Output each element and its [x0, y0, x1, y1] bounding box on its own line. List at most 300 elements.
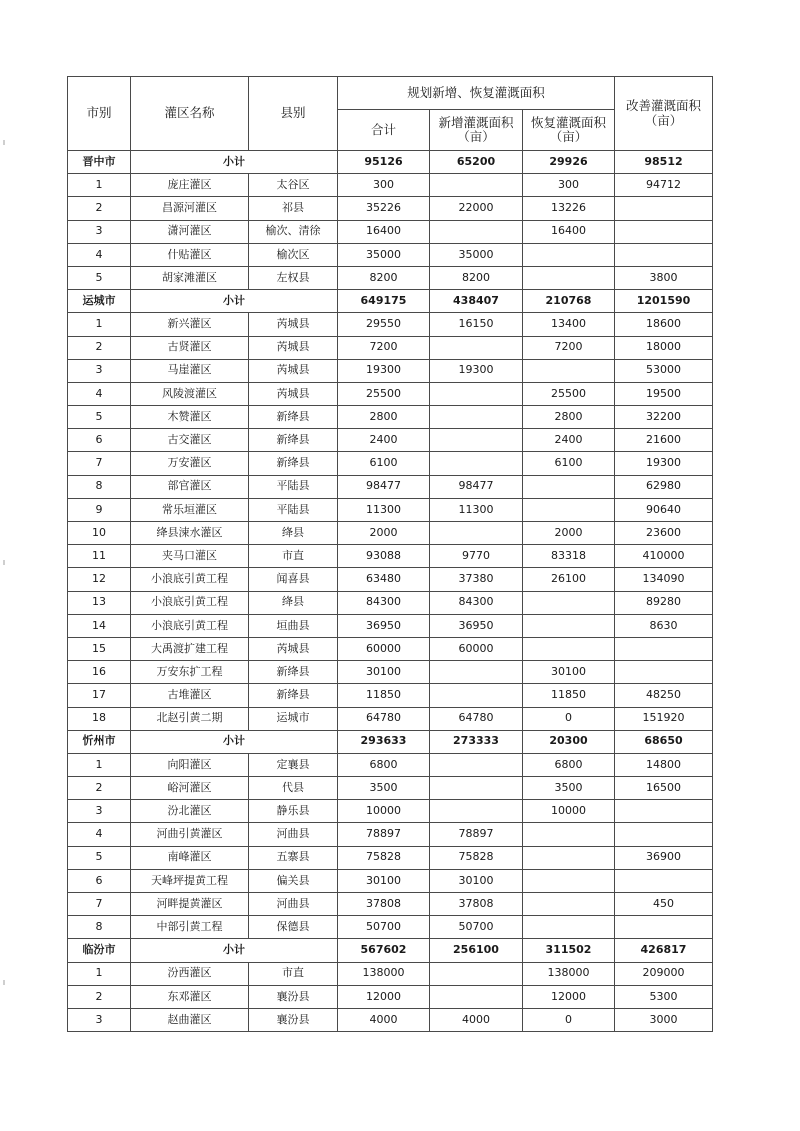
total-cell: 138000: [338, 962, 430, 985]
improve-area-cell: 450: [615, 893, 713, 916]
district-name: 庞庄灌区: [131, 174, 249, 197]
row-number: 15: [68, 637, 131, 660]
restore-area-cell: 7200: [523, 336, 615, 359]
table-row: [68, 568, 713, 591]
improve-area-cell: [615, 220, 713, 243]
row-number: 5: [68, 406, 131, 429]
improve-area-cell: 89280: [615, 591, 713, 614]
new-area-cell: 11300: [430, 498, 523, 521]
restore-area-cell: 3500: [523, 777, 615, 800]
district-name: 大禹渡扩建工程: [131, 637, 249, 660]
table-row: [68, 475, 713, 498]
header-city: 市别: [68, 77, 131, 151]
restore-area-cell: 30100: [523, 661, 615, 684]
table-row: [68, 916, 713, 939]
table-row: [68, 707, 713, 730]
new-area-cell: 98477: [430, 475, 523, 498]
header-improve-area: [615, 77, 713, 151]
restore-area-cell: [523, 591, 615, 614]
subtotal-label: 小计: [131, 151, 338, 174]
row-number: 3: [68, 800, 131, 823]
improve-area-cell: 19300: [615, 452, 713, 475]
improve-area-cell: 94712: [615, 174, 713, 197]
city-cell: 忻州市: [68, 730, 131, 753]
new-area-cell: [430, 429, 523, 452]
county-cell: 代县: [249, 777, 338, 800]
row-number: 1: [68, 313, 131, 336]
district-name: 什贴灌区: [131, 243, 249, 266]
total-cell: 35226: [338, 197, 430, 220]
row-number: 18: [68, 707, 131, 730]
subtotal-row: [68, 151, 713, 174]
restore-area-cell: [523, 243, 615, 266]
header-new-line1: 新增灌溉面积: [438, 114, 514, 130]
improve-area-cell: 1201590: [615, 290, 713, 313]
county-cell: 新绛县: [249, 429, 338, 452]
table-row: [68, 545, 713, 568]
county-cell: 芮城县: [249, 382, 338, 405]
new-area-cell: 78897: [430, 823, 523, 846]
total-cell: 78897: [338, 823, 430, 846]
county-cell: 新绛县: [249, 452, 338, 475]
table-row: [68, 197, 713, 220]
district-name: 万安灌区: [131, 452, 249, 475]
restore-area-cell: [523, 893, 615, 916]
improve-area-cell: 151920: [615, 707, 713, 730]
county-cell: 平陆县: [249, 475, 338, 498]
restore-area-cell: 138000: [523, 962, 615, 985]
table-row: [68, 498, 713, 521]
total-cell: 293633: [338, 730, 430, 753]
improve-area-cell: [615, 197, 713, 220]
improve-area-cell: [615, 916, 713, 939]
new-area-cell: [430, 406, 523, 429]
county-cell: 芮城县: [249, 359, 338, 382]
total-cell: 6800: [338, 753, 430, 776]
improve-area-cell: 134090: [615, 568, 713, 591]
restore-area-cell: [523, 266, 615, 289]
header-group: 规划新增、恢复灌溉面积: [338, 77, 615, 110]
row-number: 8: [68, 475, 131, 498]
restore-area-cell: 210768: [523, 290, 615, 313]
district-name: 万安东扩工程: [131, 661, 249, 684]
new-area-cell: 22000: [430, 197, 523, 220]
table-row: [68, 220, 713, 243]
restore-area-cell: [523, 359, 615, 382]
restore-area-cell: [523, 823, 615, 846]
row-number: 2: [68, 985, 131, 1008]
district-name: 胡家滩灌区: [131, 266, 249, 289]
county-cell: 保德县: [249, 916, 338, 939]
improve-area-cell: [615, 661, 713, 684]
new-area-cell: 60000: [430, 637, 523, 660]
table-row: [68, 1008, 713, 1031]
new-area-cell: [430, 777, 523, 800]
county-cell: 静乐县: [249, 800, 338, 823]
table-row: [68, 452, 713, 475]
total-cell: 19300: [338, 359, 430, 382]
subtotal-row: [68, 939, 713, 962]
table-row: [68, 800, 713, 823]
restore-area-cell: 2400: [523, 429, 615, 452]
district-name: 古交灌区: [131, 429, 249, 452]
district-name: 天峰坪提黄工程: [131, 869, 249, 892]
total-cell: 2000: [338, 522, 430, 545]
header-county: 县别: [249, 77, 338, 151]
total-cell: 300: [338, 174, 430, 197]
total-cell: 84300: [338, 591, 430, 614]
restore-area-cell: 311502: [523, 939, 615, 962]
total-cell: 37808: [338, 893, 430, 916]
improve-area-cell: 8630: [615, 614, 713, 637]
new-area-cell: 438407: [430, 290, 523, 313]
county-cell: 绛县: [249, 522, 338, 545]
improve-area-cell: 3000: [615, 1008, 713, 1031]
new-area-cell: [430, 661, 523, 684]
new-area-cell: [430, 220, 523, 243]
improve-area-cell: 21600: [615, 429, 713, 452]
row-number: 6: [68, 429, 131, 452]
header-improve-line2: （亩）: [644, 112, 683, 128]
row-number: 3: [68, 359, 131, 382]
district-name: 小浪底引黄工程: [131, 591, 249, 614]
new-area-cell: 35000: [430, 243, 523, 266]
improve-area-cell: 209000: [615, 962, 713, 985]
table-row: [68, 661, 713, 684]
county-cell: 襄汾县: [249, 985, 338, 1008]
table-row: [68, 985, 713, 1008]
district-name: 绛县涑水灌区: [131, 522, 249, 545]
total-cell: 7200: [338, 336, 430, 359]
header-new-line2: （亩）: [457, 129, 495, 144]
city-cell: 晋中市: [68, 151, 131, 174]
district-name: 南峰灌区: [131, 846, 249, 869]
table-row: [68, 637, 713, 660]
county-cell: 河曲县: [249, 893, 338, 916]
total-cell: 63480: [338, 568, 430, 591]
restore-area-cell: 6800: [523, 753, 615, 776]
total-cell: 29550: [338, 313, 430, 336]
table-row: [68, 823, 713, 846]
district-name: 小浪底引黄工程: [131, 568, 249, 591]
row-number: 13: [68, 591, 131, 614]
table-header: [68, 77, 713, 151]
restore-area-cell: 0: [523, 1008, 615, 1031]
improve-area-cell: [615, 869, 713, 892]
header-total: 合计: [338, 110, 430, 151]
row-number: 12: [68, 568, 131, 591]
city-cell: 运城市: [68, 290, 131, 313]
table-body: [68, 151, 713, 1032]
improve-area-cell: [615, 823, 713, 846]
table-row: [68, 869, 713, 892]
county-cell: 襄汾县: [249, 1008, 338, 1031]
county-cell: 太谷区: [249, 174, 338, 197]
improve-area-cell: [615, 800, 713, 823]
total-cell: 649175: [338, 290, 430, 313]
district-name: 夹马口灌区: [131, 545, 249, 568]
new-area-cell: [430, 522, 523, 545]
header-restore-area: [523, 110, 615, 151]
table-row: [68, 684, 713, 707]
row-number: 4: [68, 243, 131, 266]
county-cell: 绛县: [249, 591, 338, 614]
county-cell: 运城市: [249, 707, 338, 730]
row-number: 5: [68, 266, 131, 289]
restore-area-cell: 11850: [523, 684, 615, 707]
improve-area-cell: 18000: [615, 336, 713, 359]
improve-area-cell: 48250: [615, 684, 713, 707]
row-number: 2: [68, 336, 131, 359]
total-cell: 30100: [338, 661, 430, 684]
county-cell: 定襄县: [249, 753, 338, 776]
total-cell: 6100: [338, 452, 430, 475]
restore-area-cell: 25500: [523, 382, 615, 405]
new-area-cell: [430, 452, 523, 475]
total-cell: 75828: [338, 846, 430, 869]
row-number: 17: [68, 684, 131, 707]
row-number: 4: [68, 823, 131, 846]
restore-area-cell: [523, 916, 615, 939]
row-number: 3: [68, 1008, 131, 1031]
restore-area-cell: [523, 614, 615, 637]
restore-area-cell: 300: [523, 174, 615, 197]
county-cell: 偏关县: [249, 869, 338, 892]
row-number: 1: [68, 753, 131, 776]
restore-area-cell: 2000: [523, 522, 615, 545]
table-row: [68, 591, 713, 614]
row-number: 8: [68, 916, 131, 939]
table-row: [68, 359, 713, 382]
improve-area-cell: 62980: [615, 475, 713, 498]
scan-mark: [3, 560, 5, 565]
improve-area-cell: 5300: [615, 985, 713, 1008]
total-cell: 50700: [338, 916, 430, 939]
new-area-cell: [430, 174, 523, 197]
subtotal-label: 小计: [131, 939, 338, 962]
row-number: 3: [68, 220, 131, 243]
subtotal-label: 小计: [131, 730, 338, 753]
table-row: [68, 243, 713, 266]
header-improve-line1: 改善灌溉面积: [625, 98, 701, 114]
district-name: 木赞灌区: [131, 406, 249, 429]
new-area-cell: 8200: [430, 266, 523, 289]
subtotal-row: [68, 290, 713, 313]
row-number: 16: [68, 661, 131, 684]
new-area-cell: 273333: [430, 730, 523, 753]
total-cell: 35000: [338, 243, 430, 266]
total-cell: 3500: [338, 777, 430, 800]
new-area-cell: 37808: [430, 893, 523, 916]
total-cell: 12000: [338, 985, 430, 1008]
improve-area-cell: 53000: [615, 359, 713, 382]
district-name: 中部引黄工程: [131, 916, 249, 939]
district-name: 小浪底引黄工程: [131, 614, 249, 637]
row-number: 7: [68, 452, 131, 475]
restore-area-cell: [523, 869, 615, 892]
restore-area-cell: 26100: [523, 568, 615, 591]
new-area-cell: 19300: [430, 359, 523, 382]
new-area-cell: 84300: [430, 591, 523, 614]
county-cell: 闻喜县: [249, 568, 338, 591]
county-cell: 祁县: [249, 197, 338, 220]
table-row: [68, 313, 713, 336]
row-number: 4: [68, 382, 131, 405]
improve-area-cell: 14800: [615, 753, 713, 776]
district-name: 风陵渡灌区: [131, 382, 249, 405]
new-area-cell: 256100: [430, 939, 523, 962]
row-number: 10: [68, 522, 131, 545]
total-cell: 95126: [338, 151, 430, 174]
district-name: 昌源河灌区: [131, 197, 249, 220]
district-name: 北赵引黄二期: [131, 707, 249, 730]
restore-area-cell: 83318: [523, 545, 615, 568]
table-row: [68, 382, 713, 405]
restore-area-cell: 0: [523, 707, 615, 730]
restore-area-cell: 13226: [523, 197, 615, 220]
new-area-cell: 50700: [430, 916, 523, 939]
table-row: [68, 174, 713, 197]
total-cell: 98477: [338, 475, 430, 498]
county-cell: 河曲县: [249, 823, 338, 846]
irrigation-table: [67, 76, 713, 1032]
scan-mark: [3, 140, 5, 145]
total-cell: 16400: [338, 220, 430, 243]
restore-area-cell: [523, 498, 615, 521]
district-name: 古贤灌区: [131, 336, 249, 359]
row-number: 9: [68, 498, 131, 521]
district-name: 汾北灌区: [131, 800, 249, 823]
district-name: 河曲引黄灌区: [131, 823, 249, 846]
new-area-cell: [430, 336, 523, 359]
total-cell: 2800: [338, 406, 430, 429]
total-cell: 60000: [338, 637, 430, 660]
improve-area-cell: 23600: [615, 522, 713, 545]
total-cell: 11850: [338, 684, 430, 707]
district-name: 河畔提黄灌区: [131, 893, 249, 916]
row-number: 7: [68, 893, 131, 916]
restore-area-cell: 2800: [523, 406, 615, 429]
city-cell: 临汾市: [68, 939, 131, 962]
total-cell: 36950: [338, 614, 430, 637]
new-area-cell: 9770: [430, 545, 523, 568]
table-row: [68, 522, 713, 545]
table-row: [68, 962, 713, 985]
district-name: 古堆灌区: [131, 684, 249, 707]
header-district: 灌区名称: [131, 77, 249, 151]
row-number: 6: [68, 869, 131, 892]
restore-area-cell: 6100: [523, 452, 615, 475]
total-cell: 4000: [338, 1008, 430, 1031]
county-cell: 垣曲县: [249, 614, 338, 637]
table-row: [68, 336, 713, 359]
improve-area-cell: 18600: [615, 313, 713, 336]
subtotal-row: [68, 730, 713, 753]
table-row: [68, 266, 713, 289]
row-number: 1: [68, 962, 131, 985]
table-row: [68, 893, 713, 916]
new-area-cell: 36950: [430, 614, 523, 637]
county-cell: 芮城县: [249, 313, 338, 336]
new-area-cell: [430, 985, 523, 1008]
restore-area-cell: 12000: [523, 985, 615, 1008]
total-cell: 10000: [338, 800, 430, 823]
county-cell: 新绛县: [249, 684, 338, 707]
restore-area-cell: 16400: [523, 220, 615, 243]
new-area-cell: [430, 753, 523, 776]
improve-area-cell: 90640: [615, 498, 713, 521]
county-cell: 新绛县: [249, 661, 338, 684]
improve-area-cell: 3800: [615, 266, 713, 289]
district-name: 赵曲灌区: [131, 1008, 249, 1031]
district-name: 潇河灌区: [131, 220, 249, 243]
improve-area-cell: [615, 637, 713, 660]
new-area-cell: 75828: [430, 846, 523, 869]
total-cell: 11300: [338, 498, 430, 521]
total-cell: 30100: [338, 869, 430, 892]
new-area-cell: [430, 684, 523, 707]
county-cell: 新绛县: [249, 406, 338, 429]
table-row: [68, 429, 713, 452]
total-cell: 8200: [338, 266, 430, 289]
scan-mark: [3, 980, 5, 985]
total-cell: 2400: [338, 429, 430, 452]
row-number: 2: [68, 197, 131, 220]
row-number: 5: [68, 846, 131, 869]
district-name: 汾西灌区: [131, 962, 249, 985]
row-number: 1: [68, 174, 131, 197]
header-restore-line1: 恢复灌溉面积: [530, 114, 606, 130]
district-name: 常乐垣灌区: [131, 498, 249, 521]
county-cell: 市直: [249, 545, 338, 568]
district-name: 东邓灌区: [131, 985, 249, 1008]
new-area-cell: [430, 962, 523, 985]
district-name: 峪河灌区: [131, 777, 249, 800]
row-number: 2: [68, 777, 131, 800]
row-number: 14: [68, 614, 131, 637]
improve-area-cell: 16500: [615, 777, 713, 800]
county-cell: 左权县: [249, 266, 338, 289]
county-cell: 平陆县: [249, 498, 338, 521]
header-restore-line2: （亩）: [549, 129, 588, 144]
table-row: [68, 614, 713, 637]
subtotal-label: 小计: [131, 290, 338, 313]
restore-area-cell: 10000: [523, 800, 615, 823]
new-area-cell: [430, 382, 523, 405]
improve-area-cell: 68650: [615, 730, 713, 753]
restore-area-cell: [523, 637, 615, 660]
new-area-cell: [430, 800, 523, 823]
new-area-cell: 37380: [430, 568, 523, 591]
total-cell: 567602: [338, 939, 430, 962]
table-row: [68, 846, 713, 869]
new-area-cell: 64780: [430, 707, 523, 730]
improve-area-cell: 19500: [615, 382, 713, 405]
restore-area-cell: [523, 475, 615, 498]
table-row: [68, 753, 713, 776]
table-row: [68, 406, 713, 429]
improve-area-cell: 98512: [615, 151, 713, 174]
improve-area-cell: 410000: [615, 545, 713, 568]
restore-area-cell: [523, 846, 615, 869]
county-cell: 芮城县: [249, 336, 338, 359]
total-cell: 93088: [338, 545, 430, 568]
district-name: 马崖灌区: [131, 359, 249, 382]
improve-area-cell: 426817: [615, 939, 713, 962]
header-new-area: [430, 110, 523, 151]
restore-area-cell: 29926: [523, 151, 615, 174]
new-area-cell: 65200: [430, 151, 523, 174]
